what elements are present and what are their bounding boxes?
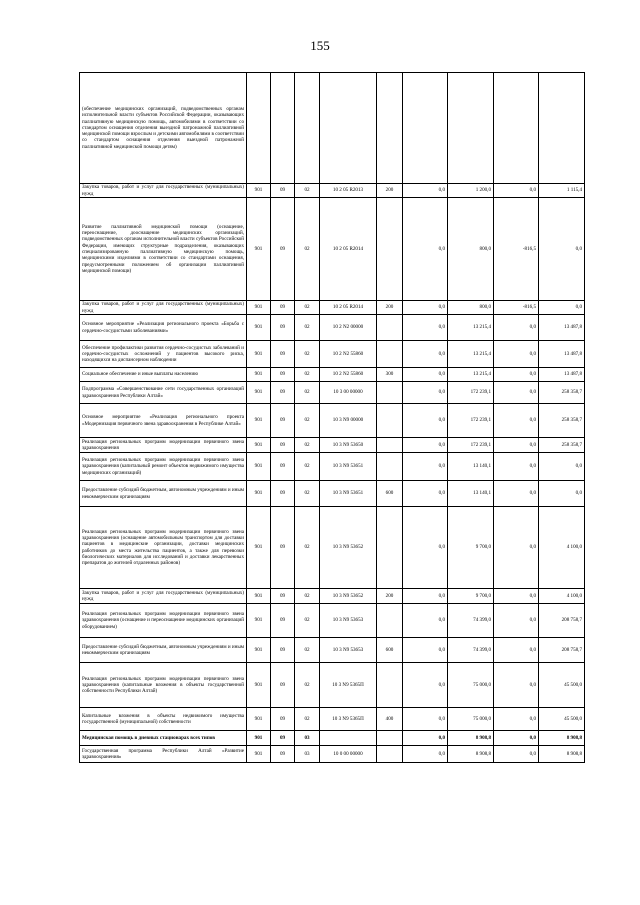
amount-col-4: 0,0	[539, 198, 585, 301]
table-row	[80, 746, 585, 763]
amount-col-4: 4 100,0	[539, 507, 585, 589]
code-gr: 901	[247, 198, 271, 301]
code-rz: 09	[271, 746, 295, 763]
code-vr	[377, 453, 403, 481]
amount-col-1: 0,0	[403, 604, 448, 638]
code-gr: 901	[247, 341, 271, 368]
code-gr: 901	[247, 507, 271, 589]
row-name: Государственная программа Республики Алтай «Развитие здравоохранения»	[80, 746, 247, 763]
code-gr: 901	[247, 746, 271, 763]
amount-col-1: 0,0	[403, 301, 448, 315]
code-csr: 10 2 N2 00000	[320, 315, 377, 341]
code-csr: 10 3 N9 5365П	[320, 708, 377, 731]
table-row	[80, 341, 585, 368]
amount-col-4: 0,0	[539, 301, 585, 315]
code-pr: 02	[295, 341, 320, 368]
code-csr: 10 3 N9 53650	[320, 438, 377, 453]
code-vr: 200	[377, 184, 403, 198]
row-name: Предоставление субсидий бюджетным, автономным учреждениям и иным некоммерческим организациям	[80, 638, 247, 663]
row-name: Основное мероприятие «Реализация регионального проекта «Борьба с сердечно-сосудистыми заболеваниями»	[80, 315, 247, 341]
code-vr	[377, 73, 403, 184]
code-csr: 10 2 05 R2014	[320, 198, 377, 301]
code-gr: 901	[247, 368, 271, 382]
code-csr: 10 3 00 00000	[320, 382, 377, 404]
code-csr: 10 3 N9 00000	[320, 404, 377, 438]
table-row	[80, 198, 585, 301]
code-gr: 901	[247, 731, 271, 746]
amount-col-1: 0,0	[403, 731, 448, 746]
code-rz: 09	[271, 341, 295, 368]
amount-col-2: 13 140,1	[448, 481, 494, 507]
table-row	[80, 438, 585, 453]
code-pr: 02	[295, 481, 320, 507]
amount-col-3: 0,0	[494, 638, 539, 663]
table-row	[80, 382, 585, 404]
amount-col-2: 9 700,0	[448, 589, 494, 604]
code-csr: 10 3 N9 53652	[320, 507, 377, 589]
amount-col-4: 45 500,0	[539, 708, 585, 731]
row-name: Закупка товаров, работ и услуг для государственных (муниципальных) нужд	[80, 184, 247, 198]
code-pr: 02	[295, 382, 320, 404]
amount-col-3: 0,0	[494, 604, 539, 638]
code-rz: 09	[271, 604, 295, 638]
amount-col-4: 13 487,8	[539, 341, 585, 368]
amount-col-4: 258 358,7	[539, 382, 585, 404]
code-pr: 02	[295, 453, 320, 481]
amount-col-2: 13 215,4	[448, 368, 494, 382]
amount-col-2: 172 239,1	[448, 404, 494, 438]
code-rz: 09	[271, 708, 295, 731]
code-pr: 02	[295, 604, 320, 638]
code-pr: 02	[295, 301, 320, 315]
code-vr	[377, 507, 403, 589]
amount-col-2: 75 000,0	[448, 663, 494, 708]
amount-col-3: 0,0	[494, 507, 539, 589]
code-rz: 09	[271, 404, 295, 438]
code-rz: 09	[271, 198, 295, 301]
code-csr: 10 3 N9 53651	[320, 453, 377, 481]
code-gr: 901	[247, 438, 271, 453]
amount-col-1: 0,0	[403, 507, 448, 589]
row-name: Капитальные вложения в объекты недвижимого имущества государственной (муниципальной) собственности	[80, 708, 247, 731]
code-rz: 09	[271, 481, 295, 507]
amount-col-3: 0,0	[494, 481, 539, 507]
amount-col-1: 0,0	[403, 315, 448, 341]
amount-col-3: 0,0	[494, 438, 539, 453]
row-name: Предоставление субсидий бюджетным, автономным учреждениям и иным некоммерческим организациям	[80, 481, 247, 507]
table-row	[80, 73, 585, 184]
code-gr: 901	[247, 382, 271, 404]
amount-col-2: 9 700,0	[448, 507, 494, 589]
code-gr: 901	[247, 301, 271, 315]
code-gr: 901	[247, 604, 271, 638]
code-gr: 901	[247, 453, 271, 481]
amount-col-3: 0,0	[494, 382, 539, 404]
amount-col-1: 0,0	[403, 746, 448, 763]
row-name: Реализация региональных программ модернизации первичного звена здравоохранения (капитальный ремонт объектов недвижимого имущества медицинских организаций)	[80, 453, 247, 481]
amount-col-2: 13 215,4	[448, 341, 494, 368]
code-csr	[320, 731, 377, 746]
amount-col-1: 0,0	[403, 184, 448, 198]
code-pr: 02	[295, 184, 320, 198]
table-row	[80, 604, 585, 638]
amount-col-4: 1 115,4	[539, 184, 585, 198]
row-name: Реализация региональных программ модернизации первичного звена здравоохранения (оснащение и переоснащение медицинских организаций оборудованием)	[80, 604, 247, 638]
amount-col-1: 0,0	[403, 368, 448, 382]
amount-col-2: 74 399,0	[448, 604, 494, 638]
row-name: Реализация региональных программ модернизации первичного звена здравоохранения (оснащение автомобильным транспортом для доставки пациентов в медицинские организации, доставки медицинских работников до места жительства пациентов, а также для перевозки биологических материалов для исследований и доставки лекарственных препаратов до жителей отдаленных районов)	[80, 507, 247, 589]
amount-col-4: 4 100,0	[539, 589, 585, 604]
amount-col-1: 0,0	[403, 404, 448, 438]
code-csr: 10 2 05 R2014	[320, 301, 377, 315]
amount-col-2: 75 000,0	[448, 708, 494, 731]
code-rz: 09	[271, 301, 295, 315]
row-name: Закупка товаров, работ и услуг для государственных (муниципальных) нужд	[80, 301, 247, 315]
row-name: Реализация региональных программ модернизации первичного звена здравоохранения	[80, 438, 247, 453]
code-vr: 300	[377, 368, 403, 382]
code-pr: 02	[295, 663, 320, 708]
table-row	[80, 453, 585, 481]
row-name: Реализация региональных программ модернизации первичного звена здравоохранения (капитальные вложения в объекты государственной собственности Республики Алтай)	[80, 663, 247, 708]
code-csr: 10 0 00 00000	[320, 746, 377, 763]
code-gr: 901	[247, 708, 271, 731]
amount-col-3: 0,0	[494, 184, 539, 198]
code-pr: 02	[295, 315, 320, 341]
amount-col-2: 1 200,0	[448, 184, 494, 198]
code-csr: 10 3 N9 5365П	[320, 663, 377, 708]
amount-col-3: 0,0	[494, 315, 539, 341]
amount-col-4: 45 500,0	[539, 663, 585, 708]
amount-col-3: -816,5	[494, 301, 539, 315]
table-row	[80, 481, 585, 507]
code-csr: 10 2 N2 55860	[320, 341, 377, 368]
table-row	[80, 589, 585, 604]
code-vr	[377, 341, 403, 368]
code-vr	[377, 438, 403, 453]
code-gr: 901	[247, 404, 271, 438]
code-rz: 09	[271, 438, 295, 453]
amount-col-4	[539, 73, 585, 184]
table-row	[80, 507, 585, 589]
amount-col-3	[494, 73, 539, 184]
code-pr: 02	[295, 708, 320, 731]
code-vr: 600	[377, 481, 403, 507]
amount-col-4: 208 758,7	[539, 604, 585, 638]
code-rz	[271, 73, 295, 184]
code-pr: 02	[295, 507, 320, 589]
amount-col-4: 8 908,8	[539, 731, 585, 746]
code-vr: 200	[377, 589, 403, 604]
table-row	[80, 708, 585, 731]
code-csr: 10 3 N9 53651	[320, 481, 377, 507]
table-row	[80, 184, 585, 198]
code-gr: 901	[247, 663, 271, 708]
code-rz: 09	[271, 589, 295, 604]
amount-col-1: 0,0	[403, 438, 448, 453]
code-vr: 200	[377, 301, 403, 315]
code-pr: 02	[295, 198, 320, 301]
amount-col-2: 8 908,8	[448, 746, 494, 763]
amount-col-1: 0,0	[403, 708, 448, 731]
table-row	[80, 731, 585, 746]
table-row	[80, 638, 585, 663]
amount-col-2	[448, 73, 494, 184]
code-csr: 10 3 N9 53653	[320, 638, 377, 663]
amount-col-3: 0,0	[494, 589, 539, 604]
code-csr: 10 3 N9 53652	[320, 589, 377, 604]
amount-col-3: 0,0	[494, 453, 539, 481]
amount-col-3: -816,5	[494, 198, 539, 301]
row-name: Социальное обеспечение и иные выплаты населению	[80, 368, 247, 382]
code-gr: 901	[247, 184, 271, 198]
code-csr	[320, 73, 377, 184]
code-csr: 10 2 N2 55860	[320, 368, 377, 382]
amount-col-2: 172 239,1	[448, 438, 494, 453]
code-rz: 09	[271, 507, 295, 589]
amount-col-3: 0,0	[494, 708, 539, 731]
code-csr: 10 3 N9 53653	[320, 604, 377, 638]
amount-col-2: 74 399,0	[448, 638, 494, 663]
code-pr: 02	[295, 589, 320, 604]
code-pr	[295, 73, 320, 184]
amount-col-3: 0,0	[494, 341, 539, 368]
amount-col-3: 0,0	[494, 731, 539, 746]
code-pr: 02	[295, 368, 320, 382]
budget-table	[79, 72, 585, 763]
code-rz: 09	[271, 638, 295, 663]
amount-col-4: 13 487,8	[539, 368, 585, 382]
code-rz: 09	[271, 453, 295, 481]
code-gr	[247, 73, 271, 184]
amount-col-2: 800,0	[448, 301, 494, 315]
row-name: Медицинская помощь в дневных стационарах всех типов	[80, 731, 247, 746]
amount-col-1: 0,0	[403, 453, 448, 481]
code-vr: 600	[377, 638, 403, 663]
amount-col-4: 208 758,7	[539, 638, 585, 663]
amount-col-2: 800,0	[448, 198, 494, 301]
code-vr	[377, 731, 403, 746]
amount-col-4: 0,0	[539, 453, 585, 481]
table-row	[80, 315, 585, 341]
amount-col-3: 0,0	[494, 746, 539, 763]
amount-col-2: 13 215,4	[448, 315, 494, 341]
code-pr: 03	[295, 731, 320, 746]
code-gr: 901	[247, 589, 271, 604]
amount-col-4: 0,0	[539, 481, 585, 507]
table-row	[80, 368, 585, 382]
table-row	[80, 663, 585, 708]
amount-col-1: 0,0	[403, 341, 448, 368]
amount-col-3: 0,0	[494, 404, 539, 438]
table-row	[80, 404, 585, 438]
amount-col-1: 0,0	[403, 198, 448, 301]
code-vr	[377, 746, 403, 763]
amount-col-4: 13 487,8	[539, 315, 585, 341]
row-name: Подпрограмма «Совершенствование сети государственных организаций здравоохранения Республики Алтай»	[80, 382, 247, 404]
code-rz: 09	[271, 663, 295, 708]
amount-col-1: 0,0	[403, 638, 448, 663]
code-rz: 09	[271, 382, 295, 404]
code-rz: 09	[271, 368, 295, 382]
amount-col-2: 172 239,1	[448, 382, 494, 404]
amount-col-1: 0,0	[403, 382, 448, 404]
code-vr	[377, 198, 403, 301]
amount-col-1: 0,0	[403, 663, 448, 708]
code-csr: 10 2 05 R2013	[320, 184, 377, 198]
code-vr	[377, 315, 403, 341]
code-pr: 02	[295, 438, 320, 453]
amount-col-1	[403, 73, 448, 184]
code-vr	[377, 663, 403, 708]
code-rz: 09	[271, 315, 295, 341]
amount-col-3: 0,0	[494, 663, 539, 708]
code-pr: 02	[295, 404, 320, 438]
code-vr	[377, 604, 403, 638]
amount-col-2: 13 140,1	[448, 453, 494, 481]
code-vr: 400	[377, 708, 403, 731]
code-vr	[377, 382, 403, 404]
amount-col-4: 8 908,8	[539, 746, 585, 763]
row-name: (обеспечение медицинских организаций, подведомственных органам исполнительной власти субъектов Российской Федерации, оказывающих паллиативную медицинскую помощь, автомобилями в соответствии со стандартом оснащения отделения выездной патронажной паллиативной медицинской помощи взрослым и детскими автомобилями в соответствии со стандартом оснащения отделения выездной патронажной паллиативной медицинской помощи детям)	[80, 73, 247, 184]
row-name: Закупка товаров, работ и услуг для государственных (муниципальных) нужд	[80, 589, 247, 604]
amount-col-1: 0,0	[403, 589, 448, 604]
amount-col-4: 258 358,7	[539, 404, 585, 438]
row-name: Обеспечение профилактики развития сердечно-сосудистых заболеваний и сердечно-сосудистых осложнений у пациентов высокого риска, находящихся на диспансерном наблюдении	[80, 341, 247, 368]
code-pr: 03	[295, 746, 320, 763]
page-number: 155	[310, 38, 330, 53]
amount-col-1: 0,0	[403, 481, 448, 507]
amount-col-3: 0,0	[494, 368, 539, 382]
code-gr: 901	[247, 315, 271, 341]
amount-col-4: 258 358,7	[539, 438, 585, 453]
row-name: Развитие паллиативной медицинской помощи (оснащение, переоснащение, дооснащение медицинских организаций, подведомственных органам исполнительной власти субъектов Российской Федерации, имеющих структурные подразделения, оказывающих специализированную паллиативную медицинскую помощь, медицинскими изделиями в соответствии со стандартами оснащения, предусмотренными положением об организации паллиативной медицинской помощи)	[80, 198, 247, 301]
table-row	[80, 301, 585, 315]
code-pr: 02	[295, 638, 320, 663]
code-gr: 901	[247, 481, 271, 507]
code-rz: 09	[271, 184, 295, 198]
code-vr	[377, 404, 403, 438]
code-rz: 09	[271, 731, 295, 746]
row-name: Основное мероприятие «Реализация регионального проекта «Модернизация первичного звена здравоохранения в Республике Алтай»	[80, 404, 247, 438]
code-gr: 901	[247, 638, 271, 663]
amount-col-2: 8 908,8	[448, 731, 494, 746]
